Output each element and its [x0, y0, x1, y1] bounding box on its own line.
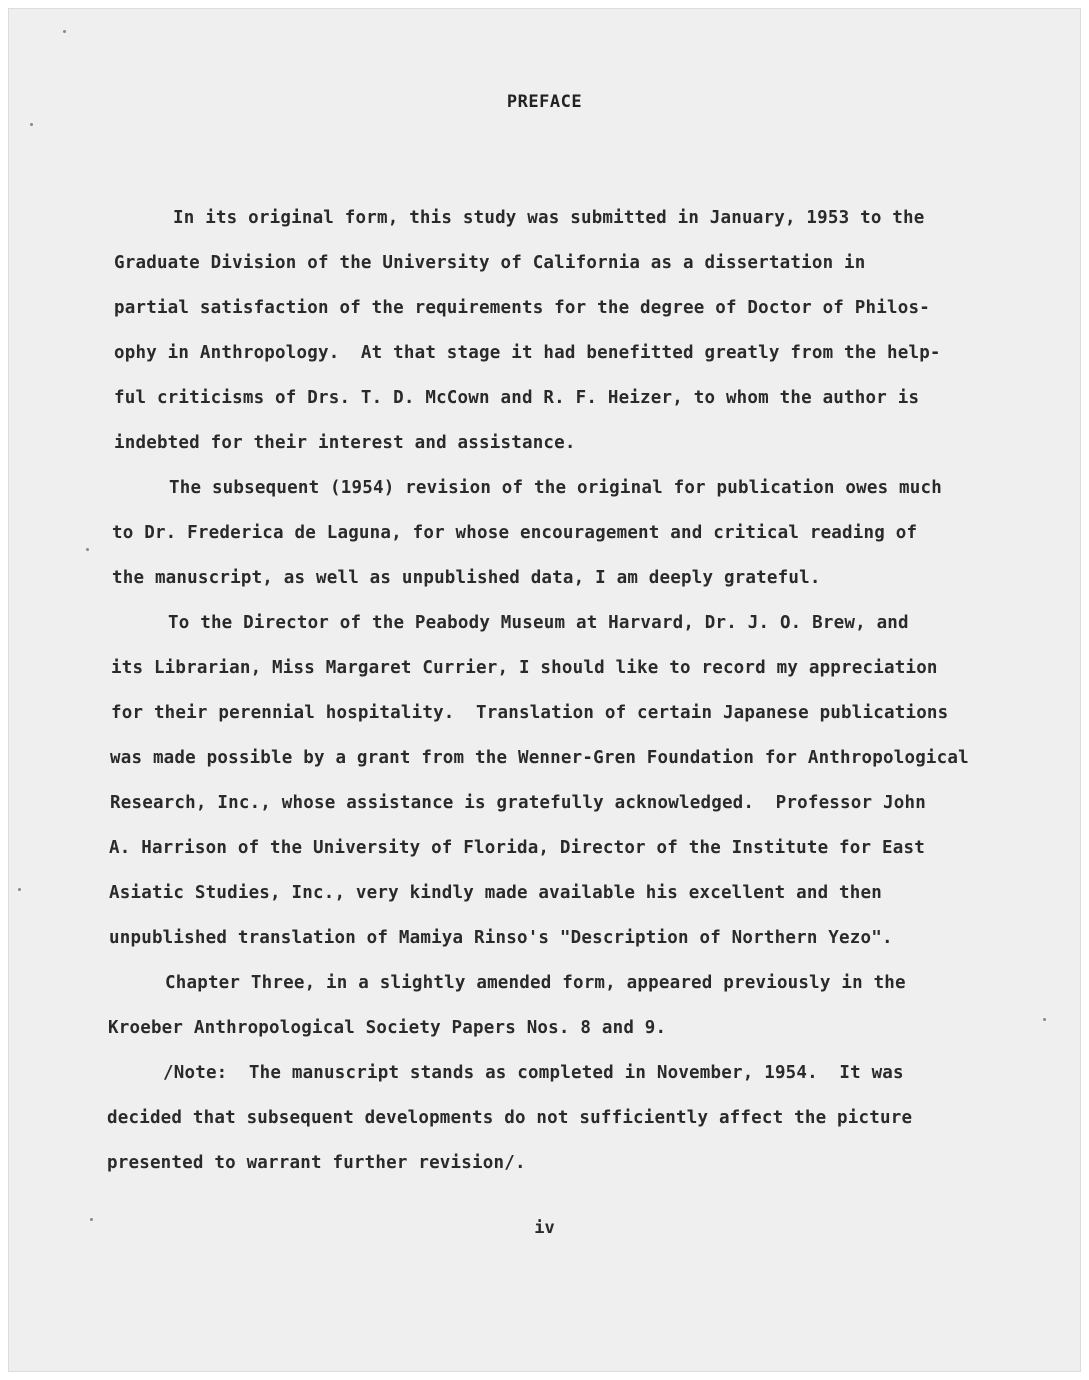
- text-line: A. Harrison of the University of Florida, Director of the Institute for East: [109, 838, 925, 858]
- text-line: The subsequent (1954) revision of the original for publication owes much: [169, 478, 942, 498]
- text-line: for their perennial hospitality. Translation of certain Japanese publications: [111, 703, 949, 723]
- text-line: /Note: The manuscript stands as completed in November, 1954. It was: [163, 1063, 904, 1083]
- text-line: unpublished translation of Mamiya Rinso's "Description of Northern Yezo".: [109, 928, 893, 948]
- text-line: its Librarian, Miss Margaret Currier, I should like to record my appreciation: [111, 658, 938, 678]
- text-line: presented to warrant further revision/.: [107, 1153, 526, 1173]
- scan-speck: [63, 30, 66, 33]
- text-line: Kroeber Anthropological Society Papers Nos. 8 and 9.: [108, 1018, 667, 1038]
- scan-speck: [1043, 1018, 1046, 1021]
- scan-speck: [90, 1218, 93, 1221]
- text-line: Graduate Division of the University of California as a dissertation in: [114, 253, 866, 273]
- text-line: Research, Inc., whose assistance is gratefully acknowledged. Professor John: [110, 793, 926, 813]
- text-line: to Dr. Frederica de Laguna, for whose encouragement and critical reading of: [112, 523, 918, 543]
- text-line: ful criticisms of Drs. T. D. McCown and R. F. Heizer, to whom the author is: [114, 388, 920, 408]
- text-line: was made possible by a grant from the Wenner-Gren Foundation for Anthropological: [110, 748, 969, 768]
- scan-speck: [18, 888, 21, 891]
- text-line: ophy in Anthropology. At that stage it had benefitted greatly from the help-: [114, 343, 941, 363]
- text-line: To the Director of the Peabody Museum at Harvard, Dr. J. O. Brew, and: [168, 613, 909, 633]
- text-line: the manuscript, as well as unpublished data, I am deeply grateful.: [112, 568, 821, 588]
- page-title: PREFACE: [506, 92, 583, 112]
- scan-speck: [86, 548, 89, 551]
- text-line: In its original form, this study was submitted in January, 1953 to the: [173, 208, 925, 228]
- text-line: decided that subsequent developments do not sufficiently affect the picture: [107, 1108, 913, 1128]
- scan-speck: [30, 123, 33, 126]
- text-line: indebted for their interest and assistance.: [114, 433, 576, 453]
- text-line: Asiatic Studies, Inc., very kindly made available his excellent and then: [109, 883, 882, 903]
- text-line: partial satisfaction of the requirements for the degree of Doctor of Philos-: [114, 298, 930, 318]
- page-number: iv: [534, 1218, 555, 1238]
- document-page: [8, 8, 1081, 1372]
- text-line: Chapter Three, in a slightly amended form, appeared previously in the: [165, 973, 906, 993]
